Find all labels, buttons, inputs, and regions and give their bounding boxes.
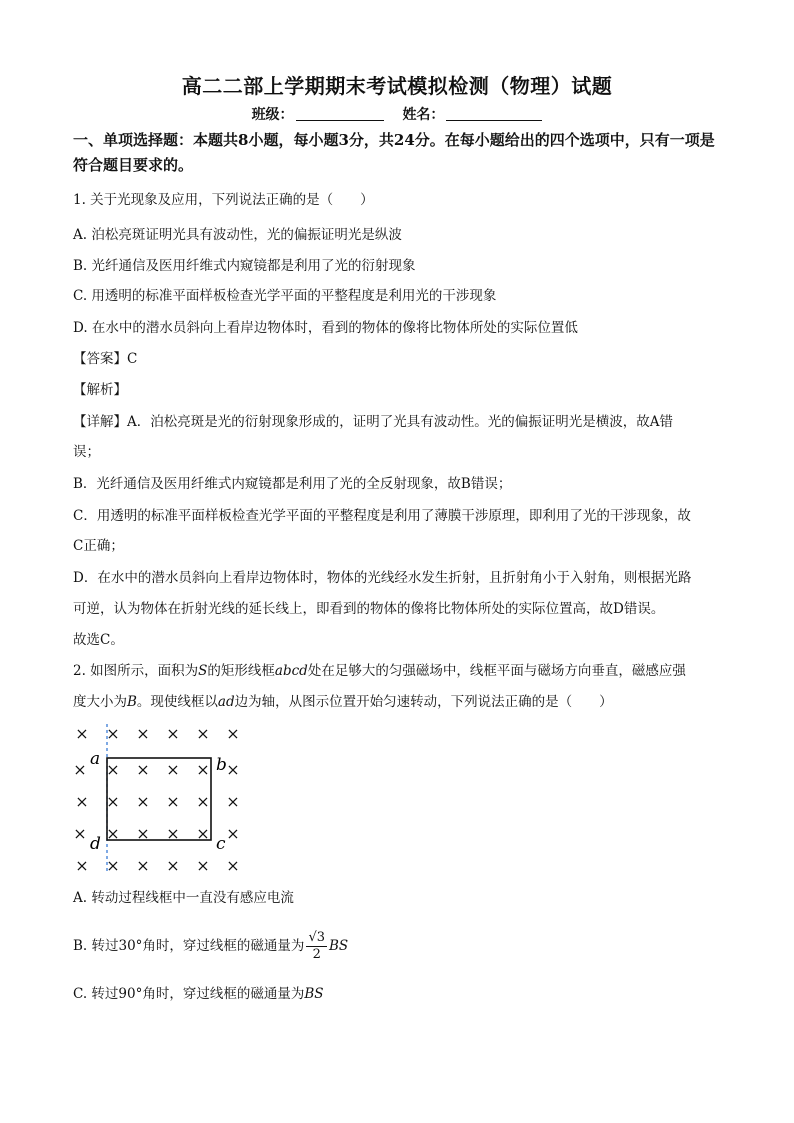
- conclusion: 故选C。: [73, 632, 124, 648]
- q2-option-b: B. 转过30°角时，穿过线框的磁通量为 $\frac{√3}{2}$ BS: [73, 930, 349, 962]
- field-cross: ×: [106, 760, 120, 779]
- field-cross: ×: [136, 724, 150, 743]
- explanation-c-line1: C．用透明的标准平面样板检查光学平面的平整程度是利用了薄膜干涉原理，即利用了光的干涉现象，故: [73, 508, 691, 524]
- q2-option-a: A. 转动过程线框中一直没有感应电流: [73, 890, 294, 906]
- field-cross: ×: [136, 760, 150, 779]
- q2-stem-line1: 2. 如图所示，面积为S的矩形线框abcd处在足够大的匀强磁场中，线框平面与磁场方向垂直，磁感应强: [73, 663, 686, 679]
- var-ad: ad: [217, 694, 235, 710]
- field-cross: ×: [166, 824, 180, 843]
- field-cross: ×: [106, 824, 120, 843]
- field-cross: ×: [196, 760, 210, 779]
- field-cross: ×: [226, 792, 240, 811]
- field-cross: ×: [196, 792, 210, 811]
- page-title: 高二二部上学期期末考试模拟检测（物理）试题: [181, 74, 613, 98]
- field-cross: ×: [166, 856, 180, 875]
- field-cross: ×: [75, 792, 89, 811]
- answer-value: C: [127, 351, 138, 367]
- field-cross: ×: [75, 724, 89, 743]
- field-cross: ×: [106, 856, 120, 875]
- q1-answer-line: [73, 349, 137, 369]
- q1-option-b: B. 光纤通信及医用纤维式内窥镜都是利用了光的衍射现象: [73, 258, 416, 274]
- field-cross: ×: [196, 856, 210, 875]
- field-cross: ×: [106, 792, 120, 811]
- var-abcd: abcd: [274, 663, 308, 679]
- label-a: a: [90, 749, 101, 769]
- field-cross: ×: [136, 792, 150, 811]
- magnetic-field-figure: [66, 718, 256, 878]
- label-b: b: [216, 755, 227, 775]
- name-blank[interactable]: [446, 106, 542, 121]
- field-cross: ×: [73, 760, 87, 779]
- q1-option-d: D. 在水中的潜水员斜向上看岸边物体时，看到的物体的像将比物体所处的实际位置低: [73, 320, 578, 336]
- explanation-a-line2: 误；: [73, 444, 100, 460]
- analysis-tag: 【解析】: [73, 382, 127, 398]
- sqrt3-over-2: $\frac{√3}{2}$: [308, 930, 325, 962]
- student-info-line: [0, 104, 794, 124]
- answer-tag: 【答案】: [73, 351, 127, 367]
- explanation-a: A．泊松亮斑是光的衍射现象形成的，证明了光具有波动性。光的偏振证明光是横波，故A错: [127, 414, 673, 430]
- explanation-c-line2: C正确；: [73, 538, 124, 554]
- field-cross: ×: [196, 824, 210, 843]
- detail-tag: 【详解】: [73, 414, 127, 430]
- var-b: B: [127, 694, 137, 710]
- section-heading: 一、单项选择题：本题共8小题，每小题3分，共24分。在每小题给出的四个选项中，只有一项是符合题目要求的。: [73, 131, 715, 174]
- q1-stem: 1. 关于光现象及应用，下列说法正确的是（ ）: [73, 192, 374, 208]
- field-cross: ×: [166, 724, 180, 743]
- label-c: c: [216, 834, 226, 854]
- var-s: S: [198, 663, 208, 679]
- name-label: 姓名：: [402, 107, 445, 123]
- q2-option-c: C. 转过90°角时，穿过线框的磁通量为BS: [73, 986, 324, 1002]
- class-label: 班级：: [251, 107, 294, 123]
- q1-option-a: A. 泊松亮斑证明光具有波动性，光的偏振证明光是纵波: [73, 227, 402, 243]
- explanation-a-line1: [73, 412, 673, 432]
- field-cross: ×: [136, 856, 150, 875]
- field-cross: ×: [226, 724, 240, 743]
- field-cross: ×: [196, 724, 210, 743]
- field-cross: ×: [166, 792, 180, 811]
- explanation-b: B．光纤通信及医用纤维式内窥镜都是利用了光的全反射现象，故B错误；: [73, 476, 512, 492]
- field-cross: ×: [75, 856, 89, 875]
- label-d: d: [90, 834, 101, 854]
- field-cross: ×: [106, 724, 120, 743]
- field-cross: ×: [73, 824, 87, 843]
- explanation-d-line2: 可逆，认为物体在折射光线的延长线上，即看到的物体的像将比物体所处的实际位置高，故D错误。: [73, 601, 665, 617]
- q1-option-c: C. 用透明的标准平面样板检查光学平面的平整程度是利用光的干涉现象: [73, 288, 497, 304]
- explanation-d-line1: D．在水中的潜水员斜向上看岸边物体时，物体的光线经水发生折射，且折射角小于入射角，则根据光路: [73, 570, 692, 586]
- field-cross: ×: [226, 856, 240, 875]
- field-cross: ×: [226, 760, 240, 779]
- field-cross: ×: [136, 824, 150, 843]
- q2-stem-line2: 度大小为B。现使线框以ad边为轴，从图示位置开始匀速转动，下列说法正确的是（ ）: [73, 694, 613, 710]
- field-cross: ×: [226, 824, 240, 843]
- class-blank[interactable]: [296, 106, 384, 121]
- field-cross: ×: [166, 760, 180, 779]
